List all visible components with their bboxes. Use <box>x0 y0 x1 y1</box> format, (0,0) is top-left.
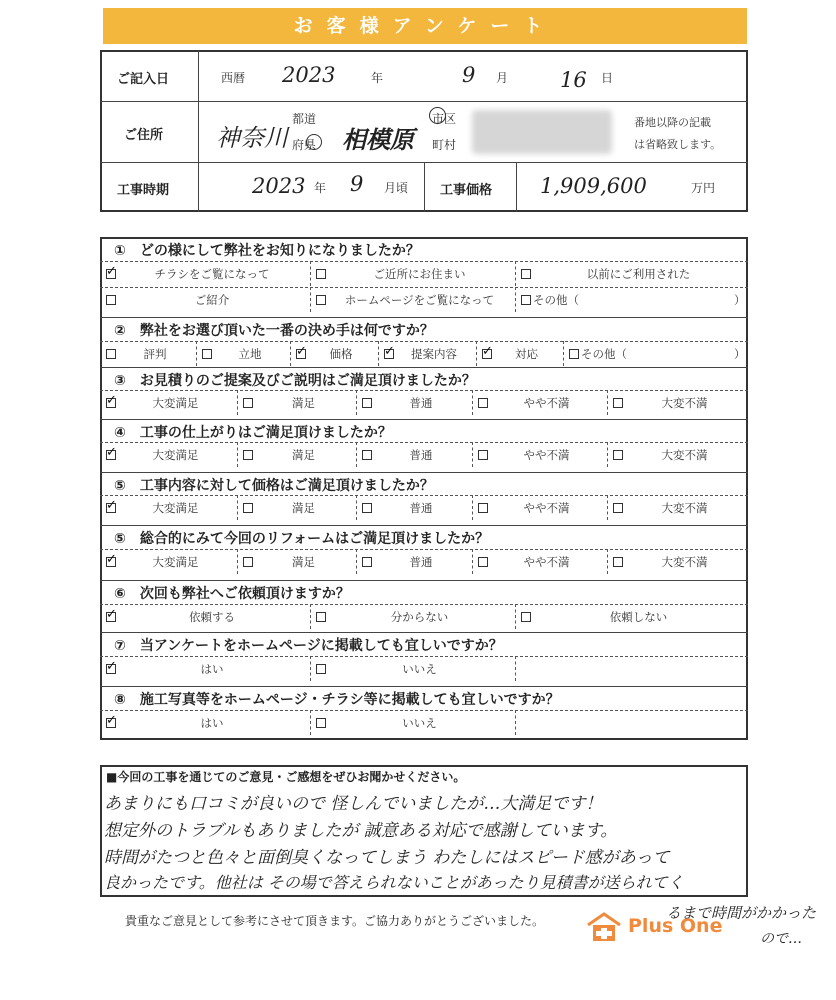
option-checkbox[interactable] <box>296 344 307 359</box>
option-checkbox[interactable] <box>243 398 253 408</box>
option-label: やや不満 <box>523 501 570 515</box>
option-checkbox[interactable] <box>362 557 372 567</box>
option-checkbox[interactable] <box>106 264 117 279</box>
option-divider <box>237 390 238 415</box>
option-checkbox[interactable] <box>243 503 253 513</box>
option-label: ご近所にお住まい <box>373 267 466 281</box>
option-divider <box>607 549 608 574</box>
option-label: やや不満 <box>523 448 570 462</box>
option-label: その他（ <box>533 293 579 307</box>
option-label: 大変満足 <box>152 501 199 515</box>
comment-overflow-1: るまで時間がかかった <box>666 904 817 922</box>
city-bottom-label: 町村 <box>432 138 457 152</box>
option-divider <box>356 442 357 467</box>
option-label: 依頼しない <box>609 610 668 624</box>
option-checkbox[interactable] <box>106 498 117 513</box>
house-plus-icon <box>584 911 628 943</box>
other-close-paren: ） <box>734 293 746 307</box>
option-checkbox[interactable] <box>106 393 117 408</box>
option-label: 満足 <box>292 501 315 515</box>
option-label: 満足 <box>292 555 315 569</box>
row-divider <box>100 710 748 711</box>
option-divider <box>310 261 311 286</box>
check-mark-icon: ✓ <box>106 264 117 279</box>
option-checkbox[interactable] <box>316 269 326 279</box>
option-checkbox[interactable] <box>384 344 395 359</box>
option-checkbox[interactable] <box>521 612 531 622</box>
check-mark-icon: ✓ <box>384 344 395 359</box>
section-divider <box>100 686 748 687</box>
option-checkbox[interactable] <box>316 718 326 728</box>
comment-line-2: 想定外のトラブルもありましたが 誠意ある対応で感謝しています。 <box>104 821 618 841</box>
option-divider <box>310 656 311 681</box>
option-divider <box>310 710 311 735</box>
option-divider <box>472 549 473 574</box>
option-divider <box>378 341 379 366</box>
option-label: 普通 <box>409 501 433 515</box>
option-divider <box>515 261 516 286</box>
address-note-1: 番地以降の記載 <box>634 116 711 129</box>
option-divider <box>237 495 238 520</box>
option-label: 大変不満 <box>661 448 708 462</box>
option-divider <box>290 341 291 366</box>
option-checkbox[interactable] <box>521 269 531 279</box>
option-label: ホームページをご覧になって <box>344 293 495 307</box>
option-checkbox[interactable] <box>478 450 488 460</box>
check-mark-icon: ✓ <box>106 607 117 622</box>
section-divider <box>100 580 748 581</box>
option-label: 普通 <box>409 555 433 569</box>
question-text: ② 弊社をお選び頂いた一番の決め手は何ですか？ <box>114 323 434 339</box>
check-mark-icon: ✓ <box>482 344 493 359</box>
option-divider <box>476 341 477 366</box>
price-unit: 万円 <box>691 181 716 195</box>
address-label: ご住所 <box>124 128 164 143</box>
option-label: 提案内容 <box>411 347 457 361</box>
option-label: 大変満足 <box>152 555 199 569</box>
row-divider <box>100 549 748 550</box>
check-mark-icon: ✓ <box>106 659 117 674</box>
section-divider <box>100 317 748 318</box>
date-day: 16 <box>560 68 587 92</box>
city-top-label: 市区 <box>432 112 457 126</box>
option-label: 大変不満 <box>661 501 708 515</box>
option-divider <box>356 390 357 415</box>
option-label: 普通 <box>409 396 433 410</box>
comment-line-3: 時間がたつと色々と面倒臭くなってしまう わたしにはスピード感があって <box>104 848 670 868</box>
price-label: 工事価格 <box>440 183 493 198</box>
option-checkbox[interactable] <box>106 552 117 567</box>
prefecture-handwritten: 神奈川 <box>216 124 288 152</box>
section-divider <box>100 472 748 473</box>
option-divider <box>310 604 311 629</box>
option-checkbox[interactable] <box>521 295 531 305</box>
option-checkbox[interactable] <box>106 349 116 359</box>
question-text: ⑥ 次回も弊社へご依頼頂けますか？ <box>114 586 350 602</box>
address-redacted <box>472 110 612 154</box>
option-label: やや不満 <box>523 396 570 410</box>
option-label: その他（ <box>581 347 627 361</box>
city-handwritten: 相模原 <box>342 125 414 154</box>
pref-circle-mark <box>306 134 322 150</box>
option-checkbox[interactable] <box>478 398 488 408</box>
option-label: いいえ <box>402 662 437 676</box>
option-label: 分からない <box>390 610 449 624</box>
option-label: 以前にご利用された <box>586 267 691 281</box>
question-text: ⑦ 当アンケートをホームページに掲載しても宜しいですか？ <box>114 638 503 654</box>
date-year: 2023 <box>282 63 336 87</box>
check-mark-icon: ✓ <box>106 445 117 460</box>
section-divider <box>100 419 748 420</box>
option-checkbox[interactable] <box>569 349 579 359</box>
option-divider <box>472 390 473 415</box>
thanks-text: 貴重なご意見として参考にさせて頂きます。ご協力ありがとうございました。 <box>125 914 545 928</box>
option-label: 満足 <box>292 448 315 462</box>
row-divider <box>100 442 748 443</box>
option-checkbox[interactable] <box>613 557 623 567</box>
address-note-2: は省略致します。 <box>634 138 722 151</box>
question-text: ⑤ 総合的にみて今回のリフォームはご満足頂けましたか？ <box>114 531 490 547</box>
option-divider <box>237 549 238 574</box>
city-circle-mark <box>429 107 446 124</box>
question-text: ① どの様にして弊社をお知りになりましたか？ <box>114 243 420 259</box>
check-mark-icon: ✓ <box>106 393 117 408</box>
other-close-paren: ） <box>734 347 746 361</box>
period-label: 工事時期 <box>117 183 170 198</box>
period-month: 9 <box>350 172 364 196</box>
comment-overflow-2: ので… <box>760 931 802 947</box>
option-label: チラシをご覧になって <box>154 267 270 281</box>
option-label: やや不満 <box>523 555 570 569</box>
logo-text: Plus One <box>628 915 723 937</box>
option-divider <box>515 656 516 681</box>
option-divider <box>607 442 608 467</box>
period-year-unit: 年 <box>314 181 327 195</box>
row-divider <box>100 495 748 496</box>
option-checkbox[interactable] <box>106 445 117 460</box>
comments-heading: ■今回の工事を通じてのご意見・ご感想をぜひお聞かせください。 <box>106 770 466 784</box>
option-label: 価格 <box>329 347 353 361</box>
option-checkbox[interactable] <box>106 659 117 674</box>
option-label: はい <box>200 662 224 676</box>
option-checkbox[interactable] <box>362 450 372 460</box>
option-checkbox[interactable] <box>106 607 117 622</box>
option-checkbox[interactable] <box>613 398 623 408</box>
option-checkbox[interactable] <box>106 295 116 305</box>
pref-bottom-label: 府県 <box>292 138 317 152</box>
row-divider <box>100 287 748 288</box>
section-divider <box>100 525 748 526</box>
title-bar <box>103 8 747 44</box>
option-label: 依頼する <box>189 610 235 624</box>
option-label: 満足 <box>292 396 315 410</box>
date-label: ご記入日 <box>117 72 170 87</box>
option-divider <box>356 495 357 520</box>
option-checkbox[interactable] <box>362 503 372 513</box>
option-divider <box>515 604 516 629</box>
option-checkbox[interactable] <box>362 398 372 408</box>
period-month-unit: 月頃 <box>384 181 409 195</box>
option-checkbox[interactable] <box>316 295 326 305</box>
row-divider <box>100 261 748 262</box>
option-label: いいえ <box>402 716 437 730</box>
option-label: 大変満足 <box>152 396 199 410</box>
option-label: 評判 <box>143 347 167 361</box>
option-label: 大変不満 <box>661 555 708 569</box>
option-checkbox[interactable] <box>478 557 488 567</box>
pref-top-label: 都道 <box>292 112 317 126</box>
section-divider <box>100 632 748 633</box>
era-label: 西暦 <box>221 71 246 85</box>
option-checkbox[interactable] <box>316 664 326 674</box>
option-label: ご紹介 <box>194 293 230 307</box>
year-unit: 年 <box>371 71 384 85</box>
check-mark-icon: ✓ <box>106 498 117 513</box>
option-label: 大変不満 <box>661 396 708 410</box>
option-divider <box>310 287 311 312</box>
option-checkbox[interactable] <box>243 557 253 567</box>
option-checkbox[interactable] <box>243 450 253 460</box>
option-label: はい <box>200 716 224 730</box>
option-checkbox[interactable] <box>316 612 326 622</box>
row-divider <box>100 656 748 657</box>
option-checkbox[interactable] <box>202 349 212 359</box>
option-checkbox[interactable] <box>613 503 623 513</box>
option-divider <box>515 710 516 735</box>
option-divider <box>237 442 238 467</box>
option-divider <box>196 341 197 366</box>
option-checkbox[interactable] <box>478 503 488 513</box>
check-mark-icon: ✓ <box>296 344 307 359</box>
comment-line-1: あまりにも口コミが良いので 怪しんでいましたが…大満足です！ <box>104 794 603 814</box>
option-divider <box>472 442 473 467</box>
option-label: 立地 <box>238 347 262 361</box>
option-divider <box>356 549 357 574</box>
option-label: 大変満足 <box>152 448 199 462</box>
day-unit: 日 <box>601 71 614 85</box>
comment-line-4: 良かったです。他社は その場で答えられないことがあったり見積書が送られてく <box>104 873 684 892</box>
row-divider <box>100 604 748 605</box>
question-text: ⑤ 工事内容に対して価格はご満足頂けましたか？ <box>114 478 434 494</box>
section-divider <box>100 367 748 368</box>
option-divider <box>607 495 608 520</box>
option-label: 対応 <box>515 347 538 361</box>
check-mark-icon: ✓ <box>106 713 117 728</box>
option-checkbox[interactable] <box>106 713 117 728</box>
option-checkbox[interactable] <box>482 344 493 359</box>
option-divider <box>515 287 516 312</box>
question-text: ④ 工事の仕上がりはご満足頂けましたか？ <box>114 425 392 441</box>
survey-title: お客様アンケート <box>293 15 557 37</box>
period-year: 2023 <box>252 174 306 198</box>
row-divider <box>100 341 748 342</box>
company-logo <box>584 909 734 943</box>
row-divider <box>100 390 748 391</box>
option-divider <box>607 390 608 415</box>
option-checkbox[interactable] <box>613 450 623 460</box>
option-divider <box>472 495 473 520</box>
question-text: ⑧ 施工写真等をホームページ・チラシ等に掲載しても宜しいですか？ <box>114 692 560 708</box>
date-month: 9 <box>462 63 476 87</box>
option-divider <box>563 341 564 366</box>
month-unit: 月 <box>496 71 509 85</box>
question-text: ③ お見積りのご提案及びご説明はご満足頂けましたか？ <box>114 373 476 389</box>
check-mark-icon: ✓ <box>106 552 117 567</box>
option-label: 普通 <box>409 448 433 462</box>
price-value: 1,909,600 <box>540 174 647 198</box>
